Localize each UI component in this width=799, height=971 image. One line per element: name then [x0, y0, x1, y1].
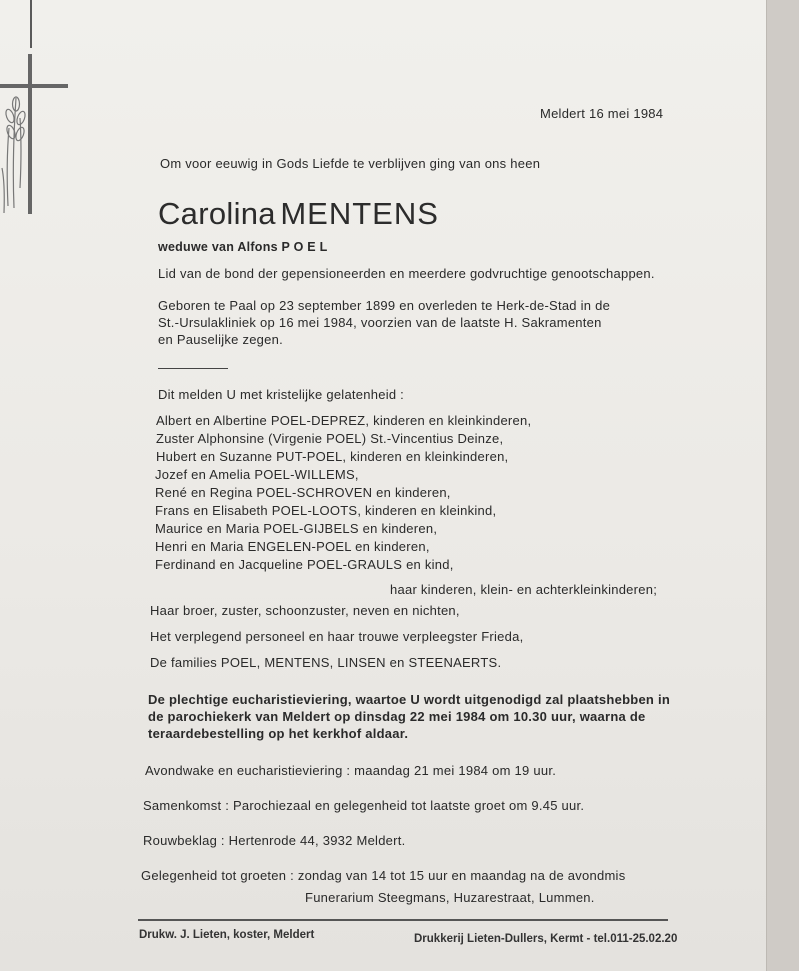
- greeting-line: Gelegenheid tot groeten : zondag van 14 tot 15 uur en maandag na de avondmis: [141, 868, 626, 883]
- others-line: De families POEL, MENTENS, LINSEN en STEENAERTS.: [150, 655, 502, 670]
- intro-line: Om voor eeuwig in Gods Liefde te verblijven ging van ons heen: [160, 156, 541, 171]
- widow-surname: P O E L: [281, 240, 328, 254]
- announcement-intro: Dit melden U met kristelijke gelatenheid :: [158, 387, 405, 402]
- ceremony-line-3: teraardebestelling op het kerkhof aldaar.: [148, 726, 409, 741]
- others-line: Het verplegend personeel en haar trouwe verpleegster Frieda,: [150, 629, 524, 644]
- border-line: [30, 0, 32, 48]
- family-line: René en Regina POEL-SCHROVEN en kinderen,: [155, 485, 451, 500]
- family-line: Albert en Albertine POEL-DEPREZ, kinderen en kleinkinderen,: [156, 413, 532, 428]
- vigil-line: Avondwake en eucharistieviering : maandag 21 mei 1984 om 19 uur.: [145, 763, 557, 778]
- footer-left: Drukw. J. Lieten, koster, Meldert: [139, 929, 315, 941]
- last-name: MENTENS: [280, 196, 439, 231]
- mourning-line: Rouwbeklag : Hertenrode 44, 3932 Meldert.: [143, 833, 406, 848]
- gathering-line: Samenkomst : Parochiezaal en gelegenheid tot laatste groet om 9.45 uur.: [143, 798, 585, 813]
- bio-line-1: Geboren te Paal op 23 september 1899 en overleden te Herk-de-Stad in de: [158, 298, 611, 313]
- first-name: Carolina: [158, 196, 276, 231]
- membership-line: Lid van de bond der gepensioneerden en meerdere godvruchtige genootschappen.: [158, 266, 655, 281]
- place-date: Meldert 16 mei 1984: [540, 106, 664, 121]
- family-line: Frans en Elisabeth POEL-LOOTS, kinderen en kleinkind,: [155, 503, 497, 518]
- family-line: Hubert en Suzanne PUT-POEL, kinderen en kleinkinderen,: [156, 449, 509, 464]
- widow-prefix: weduwe van Alfons: [158, 240, 278, 254]
- funeral-home-line: Funerarium Steegmans, Huzarestraat, Lummen.: [305, 890, 595, 905]
- wheat-icon: [0, 88, 30, 213]
- footer-right: Drukkerij Lieten-Dullers, Kermt - tel.011-25.02.20: [414, 933, 678, 945]
- others-line: Haar broer, zuster, schoonzuster, neven en nichten,: [150, 603, 460, 618]
- bio-line-2: St.-Ursulakliniek op 16 mei 1984, voorzien van de laatste H. Sakramenten: [158, 315, 602, 330]
- family-line: Henri en Maria ENGELEN-POEL en kinderen,: [155, 539, 430, 554]
- ceremony-line-2: de parochiekerk van Meldert op dinsdag 22 mei 1984 om 10.30 uur, waarna de: [148, 709, 646, 724]
- family-line: Jozef en Amelia POEL-WILLEMS,: [155, 467, 359, 482]
- family-line: Maurice en Maria POEL-GIJBELS en kinderen,: [155, 521, 438, 536]
- deceased-name: [158, 196, 439, 232]
- divider: [158, 368, 228, 369]
- bio-line-3: en Pauselijke zegen.: [158, 332, 283, 347]
- grandchildren-line: haar kinderen, klein- en achterkleinkinderen;: [390, 582, 658, 597]
- footer-divider: [138, 919, 668, 921]
- family-line: Zuster Alphonsine (Virgenie POEL) St.-Vincentius Deinze,: [156, 431, 504, 446]
- family-line: Ferdinand en Jacqueline POEL-GRAULS en kind,: [155, 557, 454, 572]
- widow-line: [158, 240, 328, 254]
- ceremony-line-1: De plechtige eucharistieviering, waartoe U wordt uitgenodigd zal plaatshebben in: [148, 692, 671, 707]
